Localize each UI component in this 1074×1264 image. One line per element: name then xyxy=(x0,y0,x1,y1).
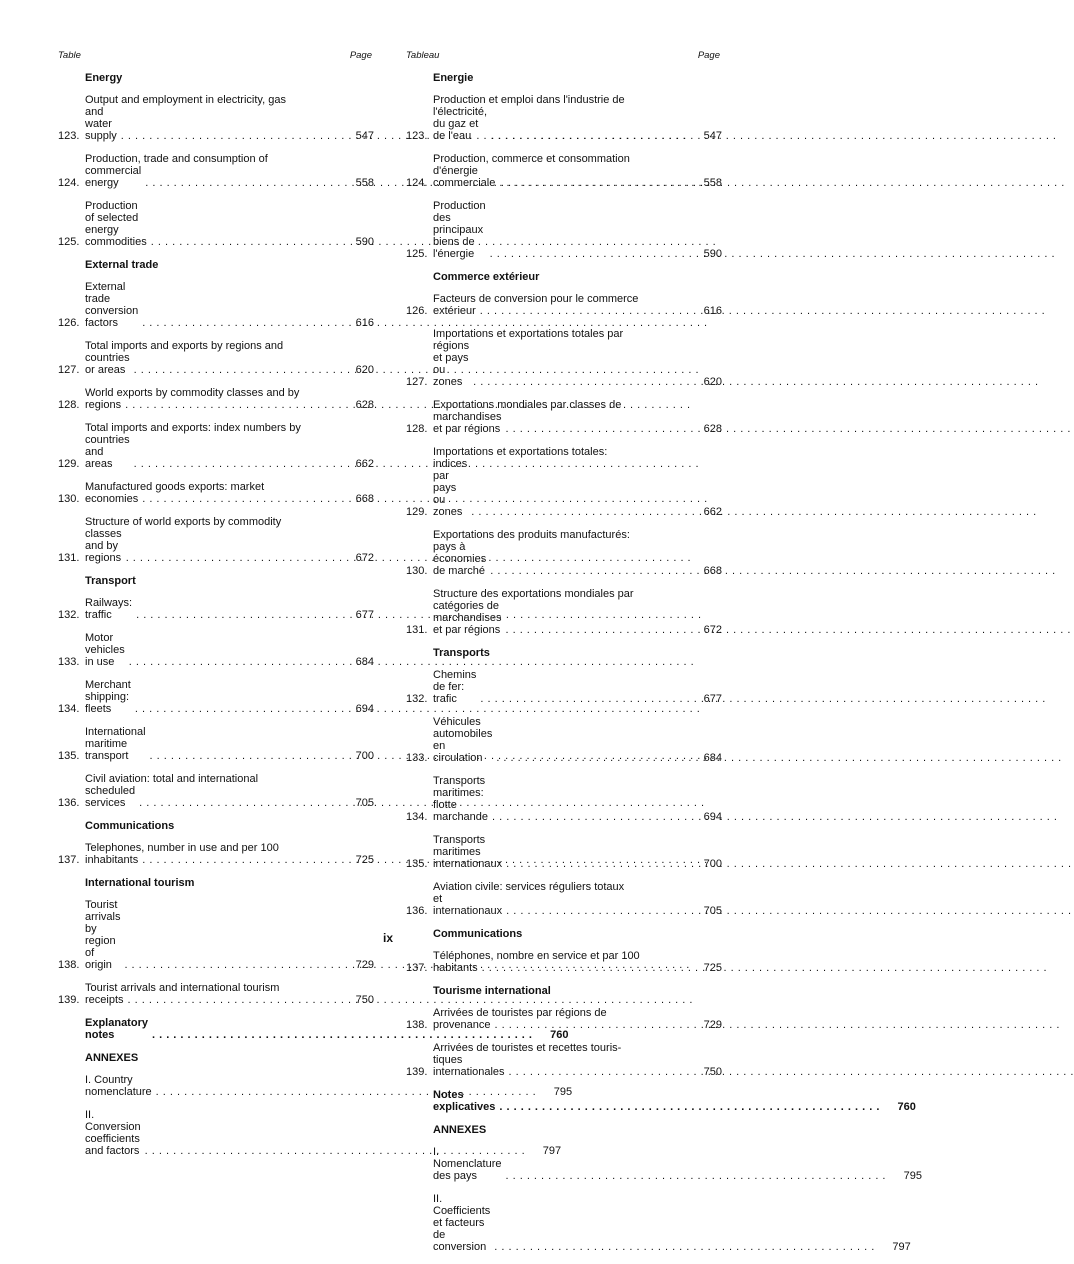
table-number: 138. xyxy=(406,1019,428,1031)
page-header-label: Page xyxy=(349,50,372,61)
title-line: Facteurs de conversion pour le commerce xyxy=(433,293,639,305)
table-number: 127. xyxy=(58,364,80,376)
entry-title-last-line xyxy=(85,679,338,715)
page-ref: 558 xyxy=(355,177,374,189)
dot-leader xyxy=(505,1170,886,1182)
entry-title-last-line xyxy=(85,854,338,866)
entry-title xyxy=(85,422,338,470)
title-line: regions xyxy=(85,399,122,411)
toc-entry xyxy=(58,679,374,715)
annex-label: I. Country nomenclature xyxy=(85,1074,152,1098)
toc-entry xyxy=(58,842,374,866)
table-number: 131. xyxy=(58,552,80,564)
table-number: 137. xyxy=(58,854,80,866)
dot-leader xyxy=(473,376,1038,388)
toc-entry xyxy=(58,153,374,189)
page-ref: 672 xyxy=(703,624,722,636)
title-line: Railways: traffic xyxy=(85,597,133,621)
entry-title xyxy=(433,1007,686,1031)
toc-entry xyxy=(58,726,374,762)
entry-title-last-line xyxy=(433,106,686,142)
entry-title xyxy=(433,200,686,260)
table-number: 130. xyxy=(58,493,80,505)
toc-entry xyxy=(406,94,722,142)
title-line: countries or areas xyxy=(85,352,130,376)
title-line: indices par pays ou zones xyxy=(433,458,468,518)
entry-title-last-line xyxy=(433,165,686,189)
page-ref: 705 xyxy=(355,797,374,809)
entry-title xyxy=(85,679,338,715)
toc-entry xyxy=(406,775,722,823)
dot-leader xyxy=(499,177,1064,189)
entry-title-last-line xyxy=(433,716,686,764)
table-number: 132. xyxy=(406,693,428,705)
entry-title-last-line xyxy=(85,434,338,470)
dot-leader xyxy=(482,962,1047,974)
title-line: Tourist arrivals and international tourism xyxy=(85,982,280,994)
section-title: Energy xyxy=(85,72,123,84)
entry-title xyxy=(85,632,338,668)
explanatory-notes-label: Notes explicatives xyxy=(433,1089,496,1113)
entry-title-last-line xyxy=(85,493,338,505)
table-number: 136. xyxy=(58,797,80,809)
page-ref: 694 xyxy=(703,811,722,823)
table-number: 131. xyxy=(406,624,428,636)
entry-title-last-line xyxy=(85,726,338,762)
section-title: International tourism xyxy=(85,877,195,889)
page-ref: 750 xyxy=(355,994,374,1006)
entry-title xyxy=(433,775,686,823)
page-ref: 677 xyxy=(355,609,374,621)
entry-title-last-line xyxy=(433,775,686,823)
entry-title-last-line xyxy=(433,200,686,260)
entry-title xyxy=(85,481,338,505)
entry-title-last-line xyxy=(85,632,338,668)
table-number: 127. xyxy=(406,376,428,388)
explanatory-notes-label: Explanatory notes xyxy=(85,1017,148,1041)
title-line: World exports by commodity classes and by xyxy=(85,387,300,399)
table-number: 123. xyxy=(58,130,80,142)
title-line: habitants xyxy=(433,962,478,974)
annex-label: I. Nomenclature des pays xyxy=(433,1146,502,1182)
page-header-label: Page xyxy=(697,50,720,61)
title-line: Chemins de fer: trafic xyxy=(433,669,477,705)
page-ref: 725 xyxy=(355,854,374,866)
page-ref: 684 xyxy=(703,752,722,764)
title-line: Transports maritimes: flotte marchande xyxy=(433,775,489,823)
page-ref: 750 xyxy=(703,1066,722,1078)
section-title: Communications xyxy=(433,928,523,940)
page-ref: 620 xyxy=(355,364,374,376)
toc-entry xyxy=(406,153,722,189)
title-line: Merchant shipping: fleets xyxy=(85,679,131,715)
entry-title-last-line xyxy=(85,994,338,1006)
entry-title-last-line xyxy=(85,281,338,329)
table-number: 135. xyxy=(58,750,80,762)
page-ref: 616 xyxy=(355,317,374,329)
section-title: External trade xyxy=(85,259,159,271)
page-ref: 558 xyxy=(703,177,722,189)
entry-title xyxy=(433,153,686,189)
page-ref: 797 xyxy=(892,1241,911,1253)
annex-entry xyxy=(433,1193,911,1253)
column-header xyxy=(58,50,374,62)
table-number: 135. xyxy=(406,858,428,870)
section-title: Communications xyxy=(85,820,175,832)
annex-label: II. Conversion coefficients and factors xyxy=(85,1109,141,1157)
annex-entry xyxy=(85,1074,573,1098)
title-line: provenance xyxy=(433,1019,491,1031)
entry-title-last-line xyxy=(433,541,686,577)
title-line: International maritime transport xyxy=(85,726,146,762)
page-number: ix xyxy=(382,931,393,945)
entry-title-last-line xyxy=(433,305,686,317)
annex-label: II. Coefficients et facteurs de conversion xyxy=(433,1193,491,1253)
dot-leader xyxy=(471,506,1036,518)
section-title: Transports xyxy=(433,647,490,659)
page-ref: 694 xyxy=(355,703,374,715)
table-header-label: Tableau xyxy=(406,50,440,61)
table-number: 132. xyxy=(58,609,80,621)
entry-title-last-line xyxy=(85,352,338,376)
dot-leader xyxy=(505,423,1070,435)
dot-leader xyxy=(496,752,1061,764)
entry-title xyxy=(433,1042,686,1078)
title-line: External trade conversion factors xyxy=(85,281,139,329)
page-ref: 672 xyxy=(355,552,374,564)
entry-title xyxy=(433,950,686,974)
title-line: d'énergie commerciale xyxy=(433,165,496,189)
table-number: 134. xyxy=(58,703,80,715)
entry-title-last-line xyxy=(433,458,686,518)
table-number: 139. xyxy=(406,1066,428,1078)
page-ref: 628 xyxy=(355,399,374,411)
title-line: economies xyxy=(85,493,139,505)
annex-entry xyxy=(433,1146,922,1182)
page-ref: 729 xyxy=(703,1019,722,1031)
page-ref: 797 xyxy=(542,1145,562,1157)
entry-title xyxy=(433,446,686,518)
dot-leader xyxy=(492,811,1057,823)
title-line: Total imports and exports by regions and xyxy=(85,340,284,352)
entry-title xyxy=(433,94,686,142)
title-line: Véhicules automobiles en circulation xyxy=(433,716,493,764)
table-number: 124. xyxy=(58,177,80,189)
page-ref: 662 xyxy=(703,506,722,518)
toc-entry xyxy=(58,422,374,470)
toc-entry xyxy=(406,950,722,974)
title-line: Telephones, number in use and per 100 xyxy=(85,842,279,854)
page-ref: 684 xyxy=(355,656,374,668)
table-number: 129. xyxy=(406,506,428,518)
toc-entry xyxy=(406,399,722,435)
page-ref: 700 xyxy=(355,750,374,762)
entry-title-last-line xyxy=(85,528,338,564)
dot-leader xyxy=(495,1019,1060,1031)
dot-leader xyxy=(491,130,1056,142)
table-number: 130. xyxy=(406,565,428,577)
entry-title-last-line xyxy=(85,200,338,248)
title-line: Production, trade and consumption of xyxy=(85,153,268,165)
toc-entry xyxy=(406,669,722,705)
table-number: 136. xyxy=(406,905,428,917)
entry-title xyxy=(85,281,338,329)
table-number: 125. xyxy=(58,236,80,248)
title-line: régions et pays ou zones xyxy=(433,340,470,388)
entry-title-last-line xyxy=(85,106,338,142)
table-number: 138. xyxy=(58,959,80,971)
title-line: commercial energy xyxy=(85,165,142,189)
title-line: et internationaux xyxy=(433,893,503,917)
title-line: Téléphones, nombre en service et par 100 xyxy=(433,950,640,962)
entry-title xyxy=(85,340,338,376)
title-line: Production et emploi dans l'industrie de xyxy=(433,94,625,106)
page-ref: 616 xyxy=(703,305,722,317)
table-number: 128. xyxy=(406,423,428,435)
section-title: Energie xyxy=(433,72,474,84)
dot-leader xyxy=(499,1101,880,1113)
title-line: extérieur xyxy=(433,305,476,317)
entry-title xyxy=(85,597,338,621)
entry-title xyxy=(433,716,686,764)
title-line: scheduled services xyxy=(85,785,136,809)
entry-title-last-line xyxy=(433,600,686,636)
page-ref: 662 xyxy=(355,458,374,470)
entry-title xyxy=(433,328,686,388)
title-line: Structure des exportations mondiales par xyxy=(433,588,634,600)
toc-entry xyxy=(58,200,374,248)
toc-entry xyxy=(406,834,722,870)
title-line: Importations et exportations totales par xyxy=(433,328,624,340)
toc-entry xyxy=(406,716,722,764)
page-ref: 590 xyxy=(703,248,722,260)
entry-title-last-line xyxy=(85,399,338,411)
entry-title xyxy=(433,293,686,317)
title-line: Importations et exportations totales: xyxy=(433,446,608,458)
title-line: Production des principaux biens de l'énergie xyxy=(433,200,486,260)
table-number: 126. xyxy=(406,305,428,317)
dot-leader xyxy=(490,248,1055,260)
title-line: countries and areas xyxy=(85,434,130,470)
page-ref: 760 xyxy=(550,1029,569,1041)
toc-entry xyxy=(58,340,374,376)
toc-entry xyxy=(58,94,374,142)
title-line: Arrivées de touristes et recettes touris- xyxy=(433,1042,622,1054)
entry-title xyxy=(433,399,686,435)
dot-leader xyxy=(506,905,1071,917)
entry-title-last-line xyxy=(433,1054,686,1078)
page-ref: 725 xyxy=(703,962,722,974)
toc-entry xyxy=(406,200,722,260)
toc-entry xyxy=(406,1042,722,1078)
title-line: Aviation civile: services réguliers totaux xyxy=(433,881,625,893)
dot-leader xyxy=(506,858,1071,870)
page-ref: 705 xyxy=(703,905,722,917)
table-number: 124. xyxy=(406,177,428,189)
toc-entry xyxy=(58,516,374,564)
entry-title xyxy=(85,726,338,762)
toc-entry xyxy=(58,773,374,809)
table-number: 133. xyxy=(406,752,428,764)
toc-entry xyxy=(406,293,722,317)
title-line: Motor vehicles in use xyxy=(85,632,125,668)
entry-title xyxy=(433,529,686,577)
title-line: Production, commerce et consommation xyxy=(433,153,630,165)
entry-title-last-line xyxy=(85,165,338,189)
entry-title-last-line xyxy=(433,411,686,435)
page-ref: 620 xyxy=(703,376,722,388)
entry-title-last-line xyxy=(433,340,686,388)
title-line: Transports maritimes internationaux xyxy=(433,834,503,870)
title-line: Manufactured goods exports: market xyxy=(85,481,265,493)
title-line: and water supply xyxy=(85,106,117,142)
title-line: Production of selected energy commodities xyxy=(85,200,147,248)
page-ref: 590 xyxy=(355,236,374,248)
title-line: pays à économies de marché xyxy=(433,541,487,577)
toc-entry xyxy=(58,281,374,329)
toc-entry xyxy=(406,1007,722,1031)
entry-title xyxy=(85,982,338,1006)
entry-title xyxy=(85,153,338,189)
toc-entry xyxy=(58,387,374,411)
title-line: classes and by regions xyxy=(85,528,122,564)
toc-entry xyxy=(58,481,374,505)
annexes-title: ANNEXES xyxy=(85,1052,139,1064)
title-line: Tourist arrivals by region of origin xyxy=(85,899,121,971)
entry-title-last-line xyxy=(433,1019,686,1031)
page-ref: 795 xyxy=(903,1170,922,1182)
column-header xyxy=(406,50,722,62)
entry-title xyxy=(433,669,686,705)
section-title: Tourisme international xyxy=(433,985,551,997)
page-ref: 547 xyxy=(355,130,374,142)
entry-title-last-line xyxy=(433,834,686,870)
entry-title xyxy=(85,200,338,248)
table-number: 126. xyxy=(58,317,80,329)
page-ref: 795 xyxy=(553,1086,573,1098)
entry-title-last-line xyxy=(433,893,686,917)
title-line: Arrivées de touristes par régions de xyxy=(433,1007,607,1019)
table-number: 133. xyxy=(58,656,80,668)
entry-title xyxy=(433,881,686,917)
table-number: 129. xyxy=(58,458,80,470)
entry-title-last-line xyxy=(433,962,686,974)
entry-title xyxy=(85,773,338,809)
toc-entry xyxy=(58,632,374,668)
explanatory-notes-entry xyxy=(433,1089,916,1113)
toc-entry xyxy=(406,529,722,577)
title-line: Structure of world exports by commodity xyxy=(85,516,282,528)
toc-entry xyxy=(58,597,374,621)
toc-entry xyxy=(406,328,722,388)
section-title: Transport xyxy=(85,575,136,587)
title-line: Exportations mondiales par classes de xyxy=(433,399,622,411)
dot-leader xyxy=(509,1066,1074,1078)
title-line: Output and employment in electricity, gas xyxy=(85,94,286,106)
entry-title xyxy=(433,588,686,636)
page-ref: 677 xyxy=(703,693,722,705)
table-number: 128. xyxy=(58,399,80,411)
page-ref: 668 xyxy=(355,493,374,505)
dot-leader xyxy=(505,624,1070,636)
title-line: receipts xyxy=(85,994,124,1006)
toc-entry xyxy=(406,588,722,636)
toc-entry xyxy=(406,446,722,518)
page-ref: 729 xyxy=(355,959,374,971)
title-line: l'électricité, du gaz et de l'eau xyxy=(433,106,488,142)
table-header-label: Table xyxy=(58,50,81,61)
title-line: tiques internationales xyxy=(433,1054,505,1078)
title-line: inhabitants xyxy=(85,854,139,866)
entry-title-last-line xyxy=(85,597,338,621)
page-ref: 628 xyxy=(703,423,722,435)
dot-leader xyxy=(480,305,1045,317)
entry-title xyxy=(85,842,338,866)
page-ref: 700 xyxy=(703,858,722,870)
entry-title-last-line xyxy=(85,785,338,809)
dot-leader xyxy=(494,1241,875,1253)
entry-title-last-line xyxy=(433,669,686,705)
entry-title xyxy=(433,834,686,870)
table-number: 125. xyxy=(406,248,428,260)
title-line: Civil aviation: total and international xyxy=(85,773,259,785)
dot-leader xyxy=(480,693,1045,705)
page-ref: 760 xyxy=(897,1101,916,1113)
toc-entry xyxy=(58,982,374,1006)
title-line: catégories de marchandises et par régions xyxy=(433,600,502,636)
entry-title xyxy=(85,94,338,142)
annexes-title: ANNEXES xyxy=(433,1124,487,1136)
entry-title xyxy=(85,387,338,411)
title-line: Exportations des produits manufacturés: xyxy=(433,529,630,541)
table-number: 137. xyxy=(406,962,428,974)
table-number: 123. xyxy=(406,130,428,142)
section-title: Commerce extérieur xyxy=(433,271,540,283)
table-number: 139. xyxy=(58,994,80,1006)
title-line: Total imports and exports: index numbers by xyxy=(85,422,301,434)
page-ref: 668 xyxy=(703,565,722,577)
table-number: 134. xyxy=(406,811,428,823)
french-column xyxy=(406,50,922,1264)
entry-title xyxy=(85,516,338,564)
title-line: marchandises et par régions xyxy=(433,411,502,435)
dot-leader xyxy=(490,565,1055,577)
toc-entry xyxy=(406,881,722,917)
page-ref: 547 xyxy=(703,130,722,142)
